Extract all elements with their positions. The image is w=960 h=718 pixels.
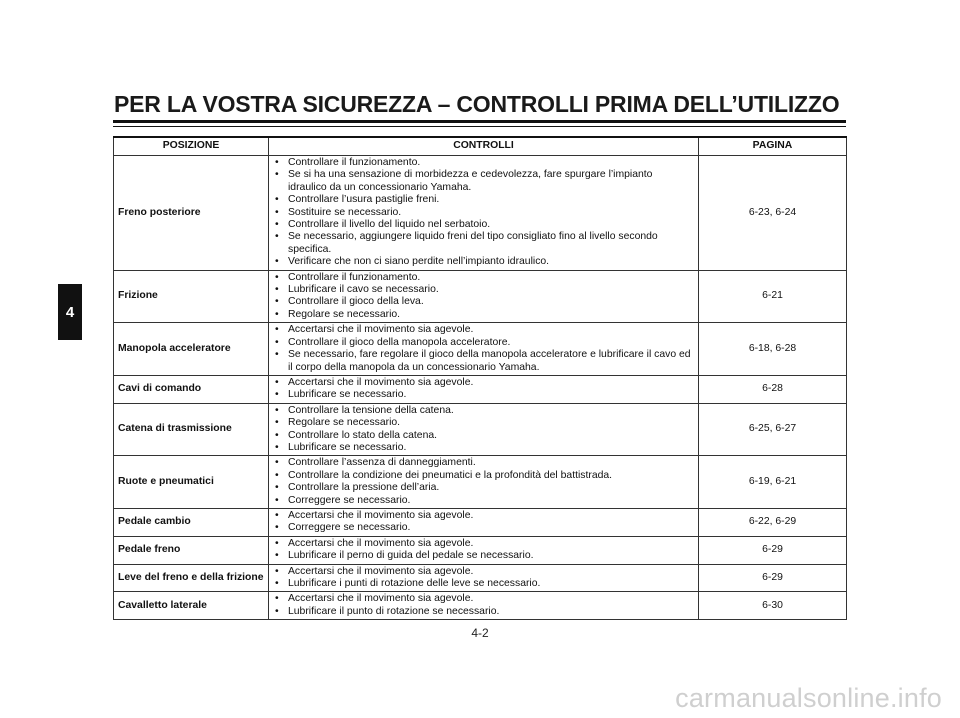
row-page: 6-29 bbox=[699, 536, 847, 564]
row-controls bbox=[269, 592, 699, 620]
watermark: carmanualsonline.info bbox=[675, 683, 942, 713]
row-controls bbox=[269, 564, 699, 592]
control-item: • Lubrificare i punti di rotazione delle leve se necessario. bbox=[275, 578, 694, 590]
row-controls bbox=[269, 270, 699, 323]
table-row bbox=[114, 156, 847, 271]
table-row bbox=[114, 375, 847, 403]
control-item: • Verificare che non ci siano perdite nell’impianto idraulico. bbox=[275, 256, 694, 268]
control-item: • Lubrificare se necessario. bbox=[275, 389, 694, 401]
row-position: Pedale freno bbox=[114, 536, 269, 564]
row-controls bbox=[269, 536, 699, 564]
row-position: Freno posteriore bbox=[114, 156, 269, 271]
controls-list bbox=[275, 566, 694, 591]
control-item: • Correggere se necessario. bbox=[275, 495, 694, 507]
table-row bbox=[114, 323, 847, 376]
control-item: • Lubrificare il punto di rotazione se necessario. bbox=[275, 606, 694, 618]
header-page: PAGINA bbox=[699, 137, 847, 156]
controls-list bbox=[275, 377, 694, 402]
chapter-tab: 4 bbox=[58, 284, 82, 340]
control-item: • Controllare la pressione dell’aria. bbox=[275, 482, 694, 494]
row-position: Ruote e pneumatici bbox=[114, 456, 269, 509]
controls-list bbox=[275, 157, 694, 269]
row-page: 6-25, 6-27 bbox=[699, 403, 847, 456]
control-item: • Controllare la condizione dei pneumatici e la profondità del battistrada. bbox=[275, 470, 694, 482]
row-controls bbox=[269, 323, 699, 376]
control-item: • Accertarsi che il movimento sia agevole. bbox=[275, 593, 694, 605]
row-page: 6-30 bbox=[699, 592, 847, 620]
row-page: 6-19, 6-21 bbox=[699, 456, 847, 509]
checklist-table bbox=[113, 136, 847, 620]
table-row bbox=[114, 508, 847, 536]
control-item: • Lubrificare se necessario. bbox=[275, 442, 694, 454]
control-item: • Se si ha una sensazione di morbidezza e cedevolezza, fare spurgare l’impianto idraulico da un concessionario Yamaha. bbox=[275, 169, 694, 194]
control-item: • Lubrificare il perno di guida del pedale se necessario. bbox=[275, 550, 694, 562]
row-position: Leve del freno e della frizione bbox=[114, 564, 269, 592]
row-controls bbox=[269, 156, 699, 271]
row-page: 6-23, 6-24 bbox=[699, 156, 847, 271]
controls-list bbox=[275, 405, 694, 455]
control-item: • Accertarsi che il movimento sia agevole. bbox=[275, 538, 694, 550]
row-position: Cavalletto laterale bbox=[114, 592, 269, 620]
control-item: • Accertarsi che il movimento sia agevole. bbox=[275, 566, 694, 578]
control-item: • Controllare il gioco della leva. bbox=[275, 296, 694, 308]
control-item: • Accertarsi che il movimento sia agevole. bbox=[275, 510, 694, 522]
control-item: • Se necessario, fare regolare il gioco della manopola acceleratore e lubrificare il cavo ed il corpo della manopola da un concessionario Yamaha. bbox=[275, 349, 694, 374]
control-item: • Controllare il livello del liquido nel serbatoio. bbox=[275, 219, 694, 231]
row-position: Manopola acceleratore bbox=[114, 323, 269, 376]
row-position: Pedale cambio bbox=[114, 508, 269, 536]
row-page: 6-28 bbox=[699, 375, 847, 403]
controls-list bbox=[275, 457, 694, 507]
table-row bbox=[114, 592, 847, 620]
control-item: • Regolare se necessario. bbox=[275, 417, 694, 429]
controls-list bbox=[275, 324, 694, 374]
header-controls: CONTROLLI bbox=[269, 137, 699, 156]
table-header-row bbox=[114, 137, 847, 156]
row-page: 6-18, 6-28 bbox=[699, 323, 847, 376]
control-item: • Controllare lo stato della catena. bbox=[275, 430, 694, 442]
control-item: • Controllare il funzionamento. bbox=[275, 157, 694, 169]
control-item: • Accertarsi che il movimento sia agevole. bbox=[275, 324, 694, 336]
controls-list bbox=[275, 510, 694, 535]
row-controls bbox=[269, 375, 699, 403]
row-controls bbox=[269, 403, 699, 456]
control-item: • Controllare il gioco della manopola acceleratore. bbox=[275, 337, 694, 349]
row-position: Frizione bbox=[114, 270, 269, 323]
control-item: • Accertarsi che il movimento sia agevole. bbox=[275, 377, 694, 389]
table-row bbox=[114, 564, 847, 592]
row-position: Catena di trasmissione bbox=[114, 403, 269, 456]
row-page: 6-22, 6-29 bbox=[699, 508, 847, 536]
control-item: • Lubrificare il cavo se necessario. bbox=[275, 284, 694, 296]
row-controls bbox=[269, 508, 699, 536]
control-item: • Controllare la tensione della catena. bbox=[275, 405, 694, 417]
page-title: PER LA VOSTRA SICUREZZA – CONTROLLI PRIMA DELL’UTILIZZO bbox=[114, 91, 840, 117]
title-rule bbox=[113, 120, 846, 123]
control-item: • Regolare se necessario. bbox=[275, 309, 694, 321]
control-item: • Controllare l’usura pastiglie freni. bbox=[275, 194, 694, 206]
control-item: • Se necessario, aggiungere liquido freni del tipo consigliato fino al livello secondo specifica. bbox=[275, 231, 694, 256]
table-row bbox=[114, 536, 847, 564]
page-number: 4-2 bbox=[471, 626, 489, 640]
row-controls bbox=[269, 456, 699, 509]
controls-list bbox=[275, 593, 694, 618]
title-rule-thin bbox=[113, 126, 846, 127]
table-body bbox=[114, 156, 847, 620]
row-page: 6-29 bbox=[699, 564, 847, 592]
row-position: Cavi di comando bbox=[114, 375, 269, 403]
controls-list bbox=[275, 538, 694, 563]
control-item: • Correggere se necessario. bbox=[275, 522, 694, 534]
table-row bbox=[114, 403, 847, 456]
control-item: • Controllare l’assenza di danneggiamenti. bbox=[275, 457, 694, 469]
control-item: • Sostituire se necessario. bbox=[275, 207, 694, 219]
table-row bbox=[114, 270, 847, 323]
header-position: POSIZIONE bbox=[114, 137, 269, 156]
controls-list bbox=[275, 272, 694, 322]
table-row bbox=[114, 456, 847, 509]
row-page: 6-21 bbox=[699, 270, 847, 323]
control-item: • Controllare il funzionamento. bbox=[275, 272, 694, 284]
